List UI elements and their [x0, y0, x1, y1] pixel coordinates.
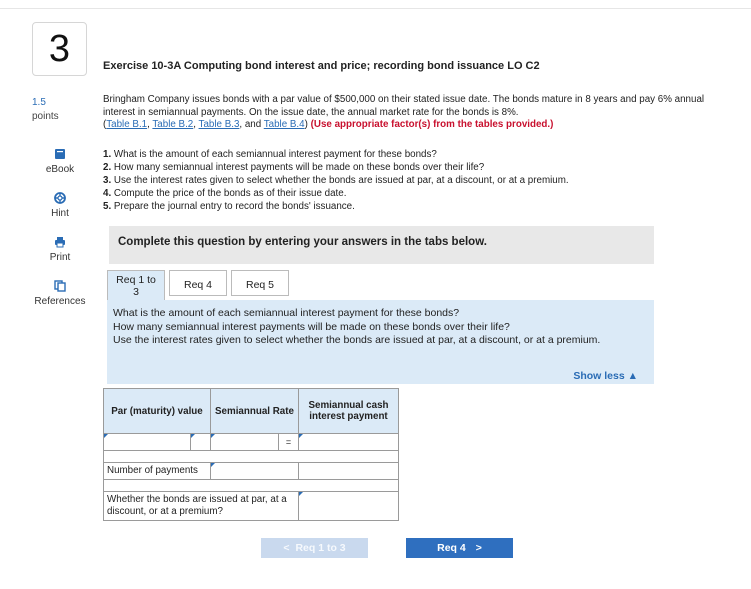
question-item: 2. How many semiannual interest payments will be made on these bonds over their life? [103, 162, 485, 173]
exercise-title: Exercise 10-3A Computing bond interest and price; recording bond issuance LO C2 [103, 60, 540, 72]
multiply-select[interactable] [191, 434, 211, 451]
link-table-b4[interactable]: Table B.4 [263, 119, 305, 130]
sidebar-print[interactable] [32, 236, 88, 263]
tab-label: Req 1 to [116, 274, 156, 286]
instruction-bar: Complete this question by entering your answers in the tabs below. [109, 226, 654, 264]
separator-1: , [147, 119, 153, 130]
req-tabs [107, 270, 289, 300]
par-value-input[interactable] [104, 434, 191, 451]
chevron-left-icon: < [283, 542, 290, 554]
answer-grid [103, 388, 399, 521]
points-label: points [32, 111, 59, 122]
paren-close: ) [304, 119, 308, 130]
question-list [103, 148, 569, 213]
tab-label: 3 [133, 286, 139, 298]
copy-icon [54, 280, 66, 292]
question-item: 3. Use the interest rates given to select whether the bonds are issued at par, at a discount, or at a premium. [103, 175, 569, 186]
tab-label: Req 4 [183, 279, 213, 291]
sidebar-hint[interactable] [32, 192, 88, 219]
tab-req-4[interactable] [169, 270, 227, 296]
empty-cell [299, 463, 399, 480]
tab-req-1-to-3[interactable] [107, 270, 165, 301]
semiannual-rate-input[interactable] [211, 434, 279, 451]
question-item: 1. What is the amount of each semiannual interest payment for these bonds? [103, 149, 437, 160]
separator-2: , [193, 119, 199, 130]
next-req-button[interactable] [406, 538, 513, 558]
panel-line: Use the interest rates given to select whether the bonds are issued at par, at a discount, or at a premium. [113, 334, 601, 346]
book-icon [54, 148, 66, 160]
description-text: Bringham Company issues bonds with a par value of $500,000 on their stated issue date. The bonds mature in 8 years and pay 6% annual interest in semiannual payments. On the issue date, the annual market rate for the bonds is 8%. [103, 94, 705, 118]
header-par-value: Par (maturity) value [104, 389, 211, 434]
link-table-b2[interactable]: Table B.2 [152, 119, 194, 130]
question-item: 4. Compute the price of the bonds as of their issue date. [103, 188, 347, 199]
link-table-b1[interactable]: Table B.1 [106, 119, 148, 130]
panel-line: What is the amount of each semiannual interest payment for these bonds? [113, 307, 460, 319]
question-item: 5. Prepare the journal entry to record the bonds' issuance. [103, 201, 355, 212]
question-number-text: 3 [48, 27, 71, 70]
paren-open: ( [103, 119, 107, 130]
prev-label: Req 1 to 3 [295, 542, 346, 554]
sidebar-print-label: Print [49, 252, 71, 263]
sidebar-ebook-label: eBook [45, 164, 75, 175]
top-divider [0, 8, 751, 9]
factor-instruction: (Use appropriate factor(s) from the tables provided.) [310, 119, 554, 130]
points-value: 1.5 [32, 97, 46, 108]
tab-label: Req 5 [245, 279, 275, 291]
sidebar-ebook[interactable] [32, 148, 88, 175]
issued-at-label: Whether the bonds are issued at par, at a discount, or at a premium? [104, 492, 299, 521]
problem-description [103, 94, 713, 132]
next-label: Req 4 [437, 542, 466, 554]
equals-sign: = [279, 434, 299, 451]
prev-req-button[interactable] [261, 538, 368, 558]
number-of-payments-label: Number of payments [104, 463, 211, 480]
sidebar-hint-label: Hint [51, 208, 69, 219]
header-semiannual-rate: Semiannual Rate [211, 389, 299, 434]
separator-3: , and [239, 119, 264, 130]
spacer-row [104, 451, 399, 463]
printer-icon [54, 236, 66, 248]
sidebar-references-label: References [34, 296, 86, 307]
show-less-link[interactable]: Show less ▲ [573, 369, 638, 382]
issued-at-select[interactable] [299, 492, 399, 521]
cash-interest-input[interactable] [299, 434, 399, 451]
link-table-b3[interactable]: Table B.3 [198, 119, 240, 130]
points-block [32, 96, 59, 124]
sidebar-references[interactable] [28, 280, 92, 307]
panel-line: How many semiannual interest payments will be made on these bonds over their life? [113, 320, 510, 333]
chevron-right-icon: > [475, 542, 482, 554]
tab-req-5[interactable] [231, 270, 289, 296]
spacer-row [104, 480, 399, 492]
number-of-payments-input[interactable] [211, 463, 299, 480]
lifebuoy-icon [54, 192, 66, 204]
requirement-panel [107, 300, 654, 384]
triangle-up-icon: ▲ [627, 369, 638, 382]
header-cash-interest: Semiannual cash interest payment [299, 389, 399, 434]
question-number [32, 22, 87, 76]
